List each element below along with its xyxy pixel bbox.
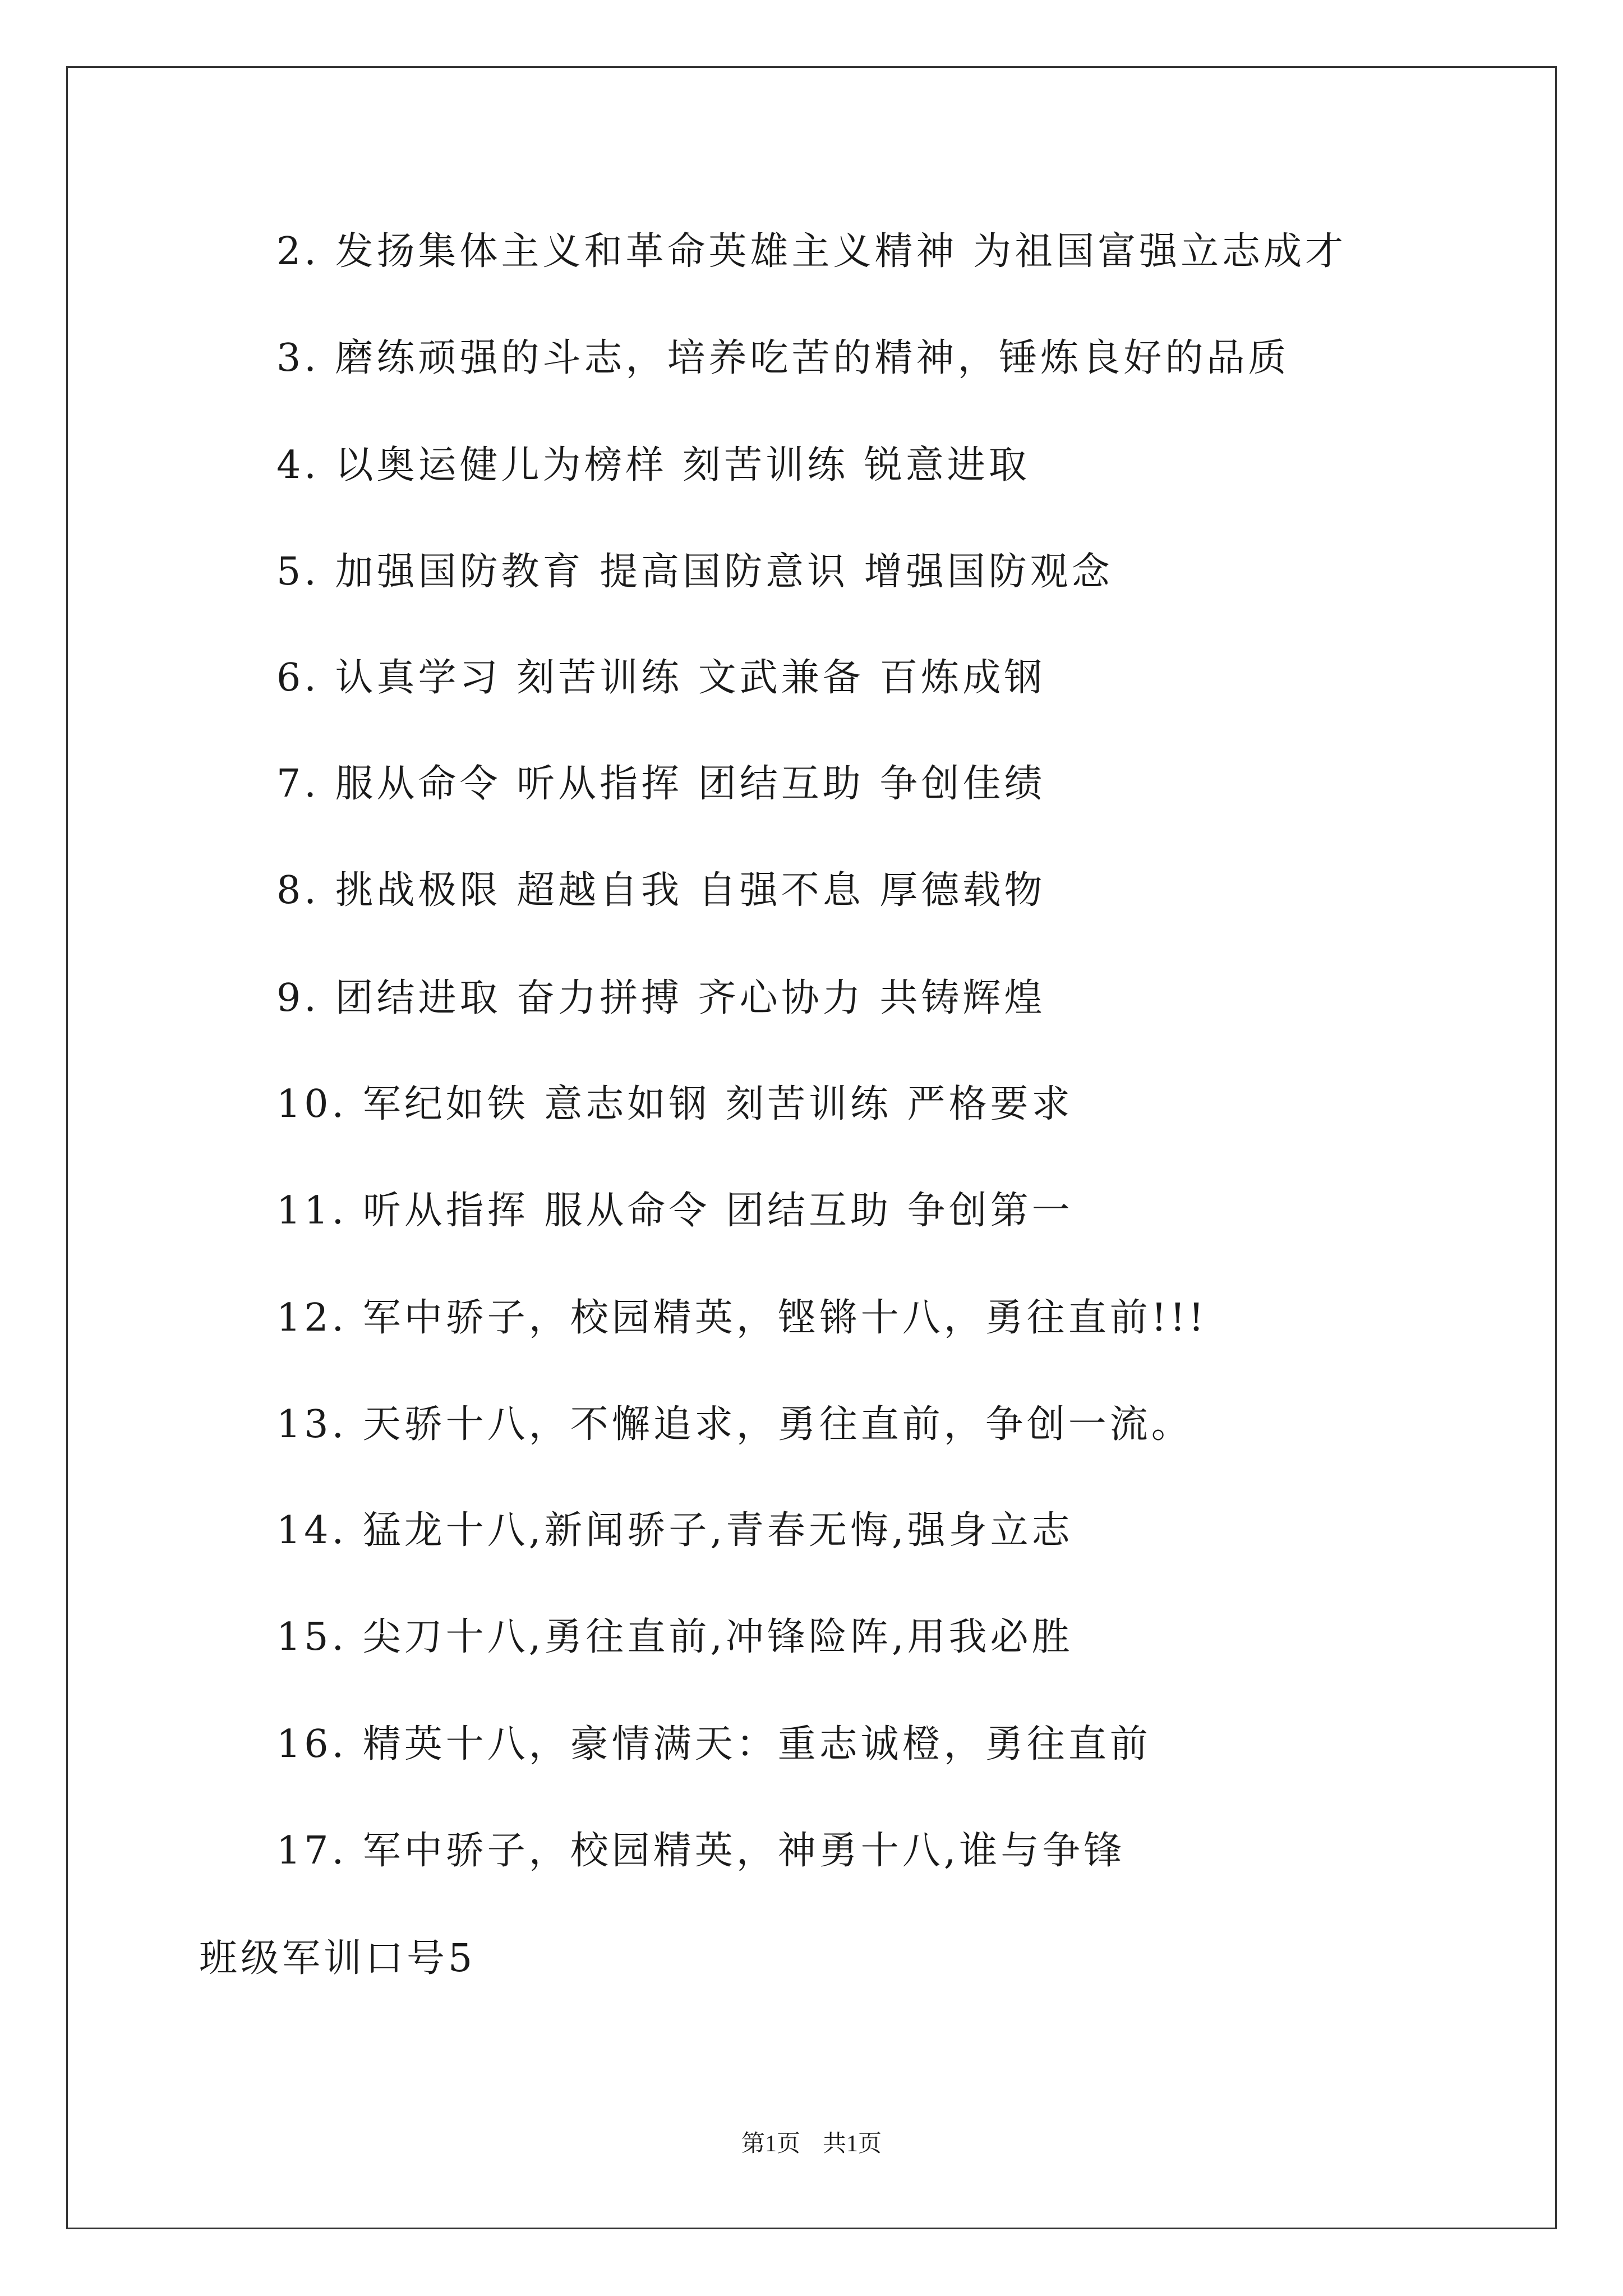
section-heading: 班级军训口号5 bbox=[199, 1936, 476, 1981]
slogan-item: 9. 团结进取 奋力拼搏 齐心协力 共铸辉煌 bbox=[276, 976, 1046, 1020]
slogan-item: 8. 挑战极限 超越自我 自强不息 厚德载物 bbox=[276, 868, 1046, 913]
page-total: 共1页 bbox=[823, 2131, 882, 2157]
slogan-item: 15. 尖刀十八,勇往直前,冲锋险阵,用我必胜 bbox=[276, 1615, 1073, 1659]
slogan-item: 2. 发扬集体主义和革命英雄主义精神 为祖国富强立志成才 bbox=[276, 229, 1347, 274]
slogan-item: 10. 军纪如铁 意志如钢 刻苦训练 严格要求 bbox=[276, 1082, 1073, 1126]
slogan-item: 6. 认真学习 刻苦训练 文武兼备 百炼成钢 bbox=[276, 656, 1046, 700]
slogan-item: 11. 听从指挥 服从命令 团结互助 争创第一 bbox=[276, 1189, 1073, 1233]
slogan-item: 13. 天骄十八，不懈追求，勇往直前，争创一流。 bbox=[276, 1402, 1193, 1447]
slogan-item: 4. 以奥运健儿为榜样 刻苦训练 锐意进取 bbox=[276, 443, 1030, 487]
slogan-item: 5. 加强国防教育 提高国防意识 增强国防观念 bbox=[276, 550, 1113, 594]
slogan-item: 17. 军中骄子，校园精英，神勇十八,谁与争锋 bbox=[276, 1829, 1126, 1873]
slogan-item: 12. 军中骄子，校园精英，铿锵十八，勇往直前!!! bbox=[276, 1296, 1207, 1340]
slogan-item: 16. 精英十八，豪情满天：重志诚橙，勇往直前 bbox=[276, 1722, 1151, 1766]
page-number: 第1页 bbox=[741, 2131, 800, 2157]
slogan-item: 14. 猛龙十八,新闻骄子,青春无悔,强身立志 bbox=[276, 1508, 1073, 1553]
slogan-item: 7. 服从命令 听从指挥 团结互助 争创佳绩 bbox=[276, 762, 1046, 806]
page-footer bbox=[0, 2128, 1623, 2160]
slogan-item: 3. 磨练顽强的斗志，培养吃苦的精神，锤炼良好的品质 bbox=[276, 336, 1290, 380]
